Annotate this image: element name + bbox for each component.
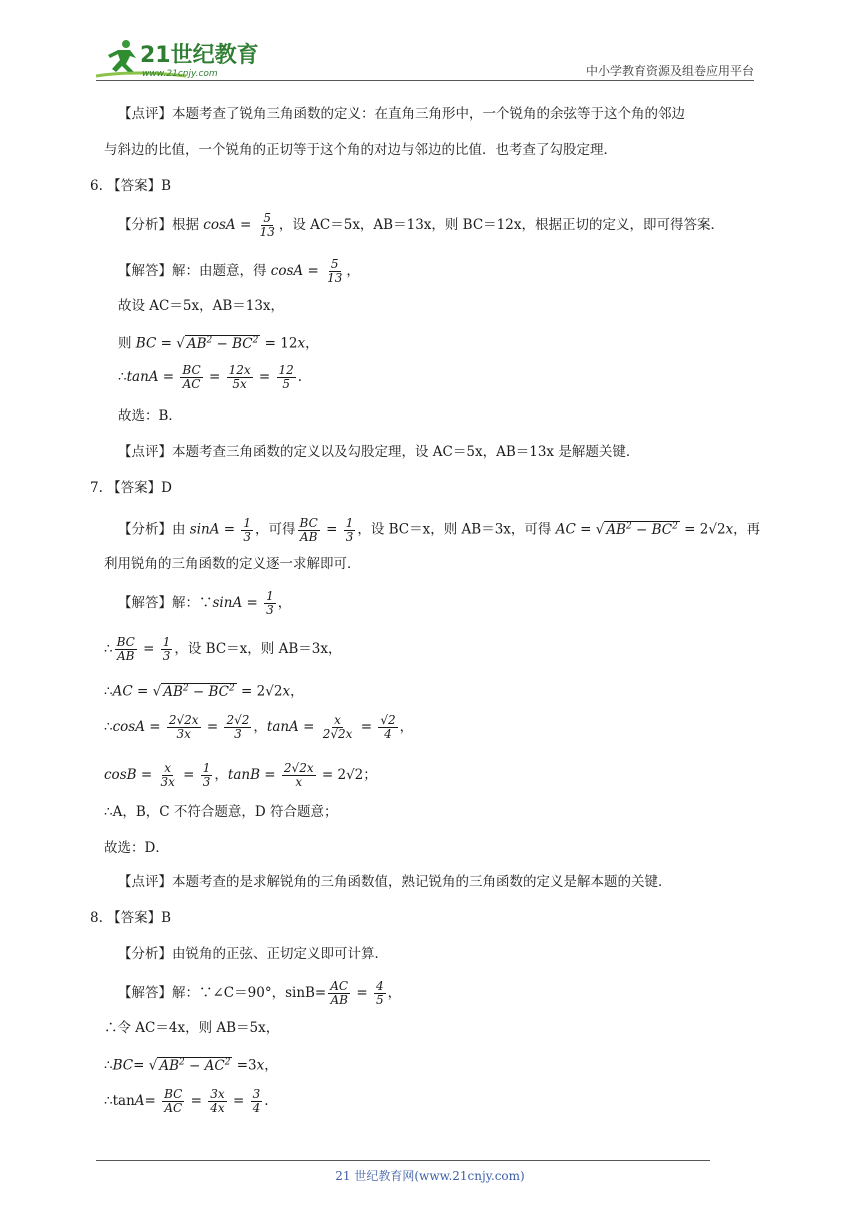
q7-solution-prefix: 【解答】解：∵ <box>118 595 213 611</box>
q6-step1: 故设 AC＝5x，AB＝13x， <box>118 298 285 314</box>
q7-analysis-mid1: ，可得 <box>255 521 296 538</box>
q6-analysis-prefix: 【分析】根据 <box>118 217 199 233</box>
q6-step2: 则 BC = √ $AB^2 - BC^2 = 12x$， <box>118 335 319 352</box>
q7-step1-suffix: ，设 BC＝x，则 AB＝3x， <box>174 641 342 657</box>
q6-comment: 【点评】本题考查三角函数的定义以及勾股定理，设 AC＝5x，AB＝13x 是解题关键． <box>118 444 640 460</box>
q7-answer: 7. 【答案】D <box>90 480 172 496</box>
q7-comment: 【点评】本题考查的是求解锐角的三角函数值，熟记锐角的三角函数的定义是解本题的关键． <box>118 874 672 890</box>
p5-comment-line1: 【点评】本题考查了锐角三角函数的定义：在直角三角形中，一个锐角的余弦等于这个角的邻边 <box>118 106 685 122</box>
footer-rule <box>96 1160 710 1161</box>
q7-analysis-prefix: 【分析】由 <box>118 521 186 538</box>
q7-step4: cosB = $\frac{x}{3x}$ = $\frac{1}{3}$ ，tanB = $\frac{2√2x}{x}$ = 2√2； <box>104 761 377 789</box>
q6-solution-prefix: 【解答】解：由题意，得 <box>118 263 267 279</box>
q7-step2: ∴AC = √ $AB^2 - BC^2 = 2√2x$， <box>104 683 304 700</box>
q6-analysis: 【分析】根据 cosA = $\frac{5}{13}$ ，设 AC＝5x，AB＝13x，则 BC＝12x，根据正切的定义，即可得答案． <box>118 211 724 239</box>
q7-step6: 故选：D． <box>104 840 169 856</box>
q8-answer: 8. 【答案】B <box>90 910 172 926</box>
q6-analysis-suffix: ，设 AC＝5x，AB＝13x，则 BC＝12x，根据正切的定义，即可得答案． <box>278 217 724 233</box>
q7-analysis-mid2: ，设 BC＝x，则 AB＝3x，可得 <box>357 521 552 538</box>
q8-step1: ∴令 AC＝4x，则 AB＝5x， <box>104 1020 280 1036</box>
q6-answer: 6. 【答案】B <box>90 178 172 194</box>
p5-comment-line2: 与斜边的比值，一个锐角的正切等于这个角的对边与邻边的比值．也考查了勾股定理． <box>104 142 617 158</box>
q8-analysis: 【分析】由锐角的正弦、正切定义即可计算． <box>118 946 388 962</box>
q6-step4: 故选：B． <box>118 408 182 424</box>
footer-text: 21 世纪教育网(www.21cnjy.com) <box>335 1169 525 1183</box>
q6-solution: 【解答】解：由题意，得 cosA = $\frac{5}{13}$ ， <box>118 257 360 285</box>
svg-text:www.21cnjy.com: www.21cnjy.com <box>142 69 218 79</box>
q7-step3: ∴cosA = $\frac{2√2x}{3x}$ = $\frac{2√2}{3}$ ，tanA = $\frac{x}{2√2x}$ = $\frac{√2}{4}$ ， <box>104 713 414 741</box>
q8-solution: 【解答】解：∵∠C＝90°，sinB= $\frac{AC}{AB}$ = $\frac{4}{5}$ ， <box>118 979 402 1007</box>
site-name: 中小学教育资源及组卷应用平台 <box>585 64 754 78</box>
q6-step2-prefix: 则 <box>118 335 132 352</box>
site-logo <box>96 36 266 80</box>
q7-analysis: 【分析】由 sinA = $\frac{1}{3}$ ，可得 $\frac{BC}{AB}$ = $\frac{1}{3}$ ，设 BC＝x，则 AB＝3x，可得 AC = √ $AB^2 - BC^2 = 2√2x$，再 <box>118 515 761 544</box>
q7-analysis-suffix: ，再 <box>733 521 761 538</box>
header-rule <box>96 80 754 81</box>
q7-step1: ∴ $\frac{BC}{AB}$ = $\frac{1}{3}$ ，设 BC＝x，则 AB＝3x， <box>104 635 342 663</box>
svg-text:21世纪教育: 21世纪教育 <box>140 43 259 68</box>
q6-step3: ∴tanA = $\frac{BC}{AC}$ = $\frac{12x}{5x}$ = $\frac{12}{5}$ . <box>118 363 303 391</box>
q8-step2: ∴BC= √ $AB^2 - AC^2 =3x$， <box>104 1057 278 1074</box>
q8-step3: ∴tanA= $\frac{BC}{AC}$ = $\frac{3x}{4x}$ = $\frac{3}{4}$ . <box>104 1087 269 1115</box>
q8-solution-prefix: 【解答】解：∵∠C＝90°，sinB= <box>118 985 327 1001</box>
q7-analysis-line2: 利用锐角的三角函数的定义逐一求解即可． <box>104 556 361 572</box>
q7-solution: 【解答】解：∵sinA = $\frac{1}{3}$ ， <box>118 589 292 617</box>
q7-step5: ∴A，B，C 不符合题意，D 符合题意； <box>104 804 338 820</box>
